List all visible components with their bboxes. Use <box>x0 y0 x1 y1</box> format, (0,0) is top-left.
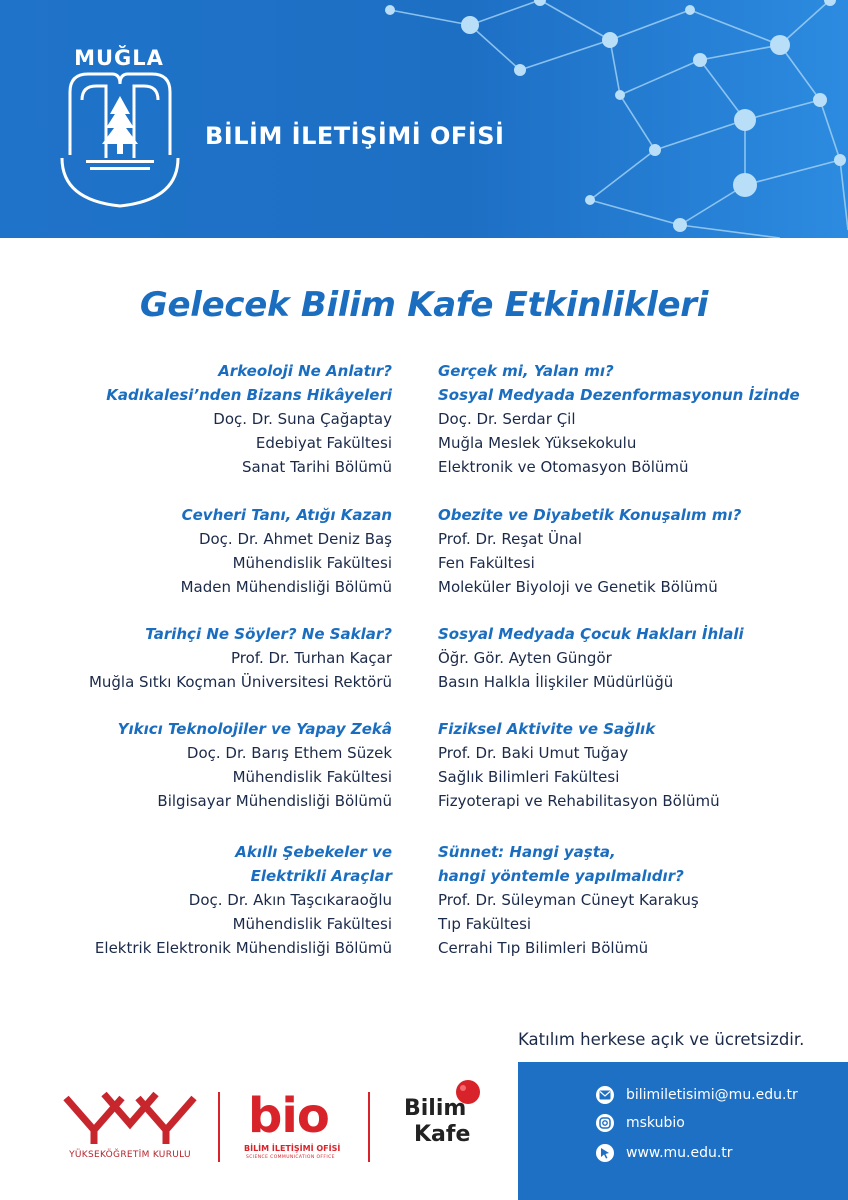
event-department: Moleküler Biyoloji ve Genetik Bölümü <box>438 578 718 596</box>
event-speaker: Prof. Dr. Süleyman Cüneyt Karakuş <box>438 891 699 909</box>
event-right-1 <box>438 359 838 479</box>
contact-email[interactable] <box>596 1084 798 1106</box>
contact-instagram[interactable] <box>596 1112 685 1134</box>
event-faculty: Tıp Fakültesi <box>438 915 532 933</box>
yok-label: YÜKSEKÖĞRETİM KURULU <box>69 1150 191 1160</box>
kafe-word-2: Kafe <box>414 1122 471 1147</box>
event-speaker: Doç. Dr. Ahmet Deniz Baş <box>198 530 392 548</box>
page-title: Gelecek Bilim Kafe Etkinlikleri <box>139 285 709 325</box>
event-department: Elektronik ve Otomasyon Bölümü <box>438 458 689 476</box>
event-title-line: hangi yöntemle yapılmalıdır? <box>438 867 684 885</box>
event-speaker: Prof. Dr. Turhan Kaçar <box>230 649 392 667</box>
email-text: bilimiletisimi@mu.edu.tr <box>626 1087 798 1103</box>
logo-divider <box>368 1092 370 1162</box>
event-speaker: Öğr. Gör. Ayten Güngör <box>438 649 612 667</box>
email-icon <box>596 1086 614 1104</box>
event-title-line: Sosyal Medyada Çocuk Hakları İhlali <box>438 625 744 643</box>
event-title-line: Sosyal Medyada Dezenformasyonun İzinde <box>438 386 800 404</box>
event-right-5 <box>438 840 838 960</box>
contact-website[interactable] <box>596 1142 733 1164</box>
event-faculty: Mühendislik Fakültesi <box>232 554 392 572</box>
event-department: Elektrik Elektronik Mühendisliği Bölümü <box>94 939 392 957</box>
logo-word: MUĞLA <box>74 46 164 70</box>
instagram-text: mskubio <box>626 1115 685 1131</box>
event-speaker: Doç. Dr. Serdar Çil <box>438 410 576 428</box>
event-speaker: Doç. Dr. Akın Taşcıkaraoğlu <box>188 891 392 909</box>
event-title-line: Sünnet: Hangi yaşta, <box>438 843 616 861</box>
bio-logo <box>232 1088 352 1168</box>
event-title-line: Arkeoloji Ne Anlatır? <box>218 362 392 380</box>
event-department: Sanat Tarihi Bölümü <box>242 458 392 476</box>
contact-panel <box>518 1062 848 1200</box>
event-title-line: Cevheri Tanı, Atığı Kazan <box>181 506 392 524</box>
event-left-1 <box>40 359 392 479</box>
event-affiliation: Basın Halkla İlişkiler Müdürlüğü <box>438 673 674 691</box>
event-title-line: Fiziksel Aktivite ve Sağlık <box>438 720 656 738</box>
bio-subtitle: BİLİM İLETİŞİMİ OFİSİ <box>244 1144 341 1153</box>
event-faculty: Edebiyat Fakültesi <box>255 434 392 452</box>
event-left-2 <box>40 503 392 599</box>
yok-mark-icon <box>60 1090 200 1146</box>
logo-divider <box>218 1092 220 1162</box>
event-speaker: Prof. Dr. Baki Umut Tuğay <box>438 744 629 762</box>
event-department: Maden Mühendisliği Bölümü <box>180 578 392 596</box>
header-banner <box>0 0 848 238</box>
event-left-4 <box>40 717 392 813</box>
event-left-5 <box>40 840 392 960</box>
event-speaker: Prof. Dr. Reşat Ünal <box>438 530 582 548</box>
event-speaker: Doç. Dr. Barış Ethem Süzek <box>186 744 392 762</box>
bio-word: bio <box>248 1088 329 1144</box>
bio-subtitle-en: SCIENCE COMMUNICATION OFFICE <box>246 1155 335 1160</box>
event-affiliation: Muğla Sıtkı Koçman Üniversitesi Rektörü <box>88 673 392 691</box>
cursor-icon <box>596 1144 614 1162</box>
event-faculty: Muğla Meslek Yüksekokulu <box>438 434 637 452</box>
instagram-icon <box>596 1114 614 1132</box>
event-title-line: Akıllı Şebekeler ve <box>235 843 392 861</box>
event-title-line: Kadıkalesi’nden Bizans Hikâyeleri <box>106 386 392 404</box>
event-faculty: Mühendislik Fakültesi <box>232 915 392 933</box>
bilim-kafe-logo <box>400 1078 500 1168</box>
event-left-3 <box>40 622 392 694</box>
website-text: www.mu.edu.tr <box>626 1145 733 1161</box>
event-right-4 <box>438 717 838 813</box>
logo-emblem-icon <box>56 40 186 220</box>
event-department: Cerrahi Tıp Bilimleri Bölümü <box>438 939 649 957</box>
event-department: Fizyoterapi ve Rehabilitasyon Bölümü <box>438 792 720 810</box>
event-faculty: Sağlık Bilimleri Fakültesi <box>438 768 620 786</box>
event-department: Bilgisayar Mühendisliği Bölümü <box>157 792 392 810</box>
office-title: BİLİM İLETİŞİMİ OFİSİ <box>205 122 505 150</box>
kafe-word-1: Bilim <box>404 1096 467 1121</box>
event-title-line: Tarihçi Ne Söyler? Ne Saklar? <box>145 625 392 643</box>
event-right-3 <box>438 622 838 694</box>
event-speaker: Doç. Dr. Suna Çağaptay <box>213 410 392 428</box>
event-right-2 <box>438 503 838 599</box>
event-title-line: Gerçek mi, Yalan mı? <box>438 362 614 380</box>
yok-logo <box>60 1090 200 1162</box>
event-title-line: Yıkıcı Teknolojiler ve Yapay Zekâ <box>117 720 392 738</box>
event-title-line: Elektrikli Araçlar <box>250 867 392 885</box>
event-title-line: Obezite ve Diyabetik Konuşalım mı? <box>438 506 742 524</box>
participation-note: Katılım herkese açık ve ücretsizdir. <box>518 1030 805 1049</box>
event-faculty: Mühendislik Fakültesi <box>232 768 392 786</box>
university-logo <box>56 40 186 220</box>
event-faculty: Fen Fakültesi <box>438 554 535 572</box>
